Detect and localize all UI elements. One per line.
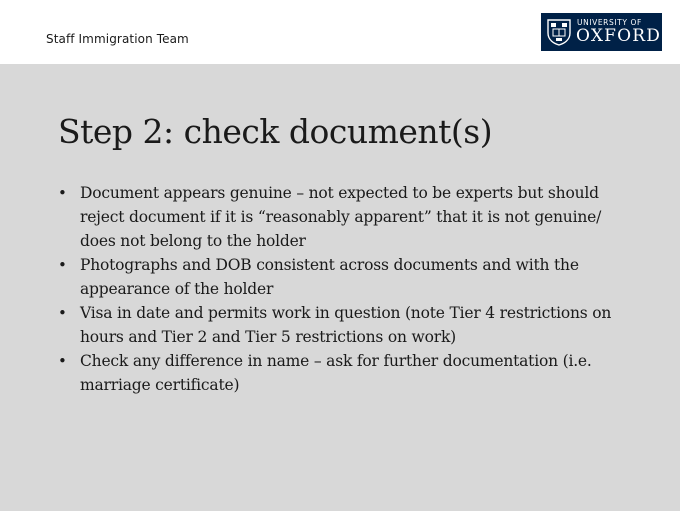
- bullet-marker: •: [58, 184, 67, 202]
- bullet-text: Check any difference in name – ask for further documentation (i.e. marriage certificate): [80, 352, 592, 394]
- bullet-item: [58, 301, 618, 349]
- header-label: Staff Immigration Team: [46, 32, 189, 46]
- bullet-marker: •: [58, 304, 67, 322]
- bullet-text: Visa in date and permits work in question (note Tier 4 restrictions on hours and Tier 2 and Tier 5 restrictions on work): [80, 304, 612, 346]
- bullet-marker: •: [58, 256, 67, 274]
- slide-header: [0, 0, 680, 64]
- logo-main-text: OXFORD: [576, 26, 662, 46]
- slide-title: Step 2: check document(s): [58, 112, 493, 151]
- bullet-item: [58, 181, 618, 253]
- bullet-item: [58, 253, 618, 301]
- bullet-text: Photographs and DOB consistent across documents and with the appearance of the holder: [80, 256, 579, 298]
- oxford-crest-icon: [546, 18, 572, 46]
- bullet-list: [58, 181, 618, 397]
- logo-top-text: UNIVERSITY OF: [577, 18, 642, 27]
- bullet-marker: •: [58, 352, 67, 370]
- bullet-text: Document appears genuine – not expected to be experts but should reject document if it is “reasonably apparent” that it is not genuine/ does not belong to the holder: [80, 184, 602, 250]
- slide-content: [0, 64, 680, 511]
- oxford-logo: [541, 13, 662, 51]
- bullet-item: [58, 349, 618, 397]
